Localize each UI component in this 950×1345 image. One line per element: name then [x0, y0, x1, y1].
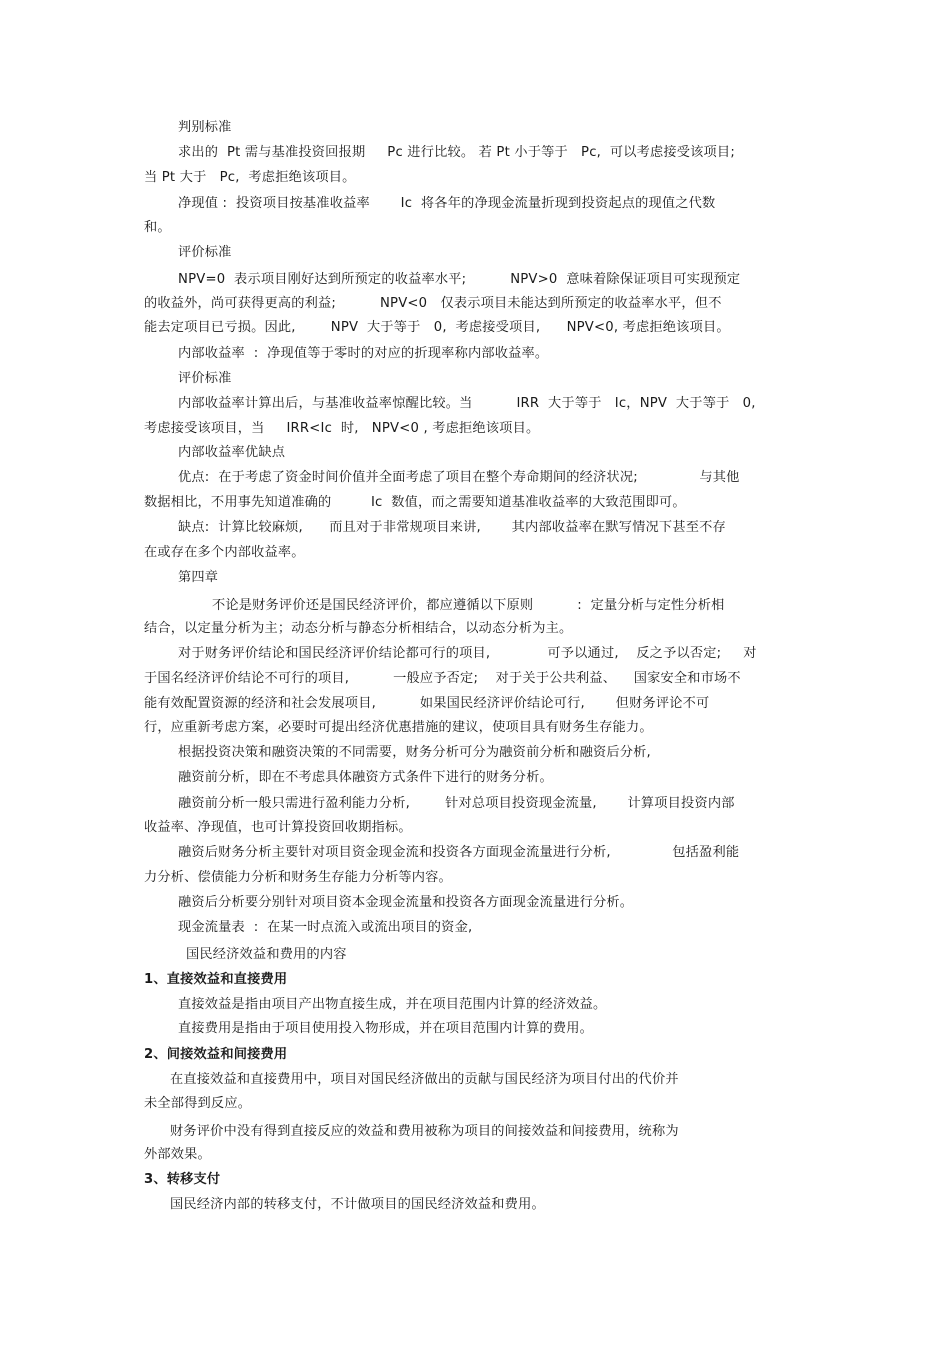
paragraph-line: 融资后财务分析主要针对项目资金现金流和投资各方面现金流量进行分析, 包括盈利能 [178, 845, 740, 860]
paragraph-line: 财务评价中没有得到直接反应的效益和费用被称为项目的间接效益和间接费用，统称为 [170, 1124, 679, 1139]
section-heading: 国民经济效益和费用的内容 [186, 947, 347, 962]
paragraph-line: 在或存在多个内部收益率。 [144, 545, 305, 560]
paragraph-line: 能去定项目已亏损。因此, NPV 大于等于 0, 考虑接受项目, NPV<0, 考虑拒绝该项目。 [144, 320, 730, 335]
paragraph-line: 当 Pt 大于 Pc, 考虑拒绝该项目。 [144, 170, 356, 185]
paragraph-line: 直接费用是指由于项目使用投入物形成，并在项目范围内计算的费用。 [178, 1021, 594, 1036]
paragraph-line: 的收益外，尚可获得更高的利益; NPV<0 仅表示项目未能达到所预定的收益率水平，但不 [144, 296, 722, 311]
paragraph-line: 未全部得到反应。 [144, 1096, 252, 1111]
paragraph-line: 优点: 在于考虑了资金时间价值并全面考虑了项目在整个寿命期间的经济状况; 与其他 [178, 470, 740, 485]
numbered-heading: 3、转移支付 [144, 1172, 221, 1187]
paragraph-line: 根据投资决策和融资决策的不同需要，财务分析可分为融资前分析和融资后分析, [178, 745, 651, 760]
paragraph-line: 内部收益率计算出后，与基准收益率惊醒比较。当 IRR 大于等于 Ic，NPV 大于等于 0, [178, 396, 756, 411]
section-heading: 内部收益率优缺点 [178, 445, 286, 460]
paragraph-line: 缺点: 计算比较麻烦, 而且对于非常规项目来讲, 其内部收益率在默写情况下甚至不存 [178, 520, 726, 535]
paragraph-line: 收益率、净现值，也可计算投资回收期指标。 [144, 820, 412, 835]
paragraph-line: 能有效配置资源的经济和社会发展项目, 如果国民经济评价结论可行, 但财务评论不可 [144, 696, 710, 711]
section-heading: 评价标准 [178, 371, 232, 386]
section-heading: 判别标准 [178, 120, 232, 135]
paragraph-line: 国民经济内部的转移支付，不计做项目的国民经济效益和费用。 [170, 1197, 545, 1212]
paragraph-line: NPV=0 表示项目刚好达到所预定的收益率水平; NPV>0 意味着除保证项目可实现预定 [178, 272, 741, 287]
paragraph-line: 现金流量表 : 在某一时点流入或流出项目的资金, [178, 920, 473, 935]
numbered-heading: 1、直接效益和直接费用 [144, 972, 288, 987]
numbered-heading: 2、间接效益和间接费用 [144, 1047, 288, 1062]
paragraph-line: 对于财务评价结论和国民经济评价结论都可行的项目, 可予以通过, 反之予以否定; 对 [178, 646, 757, 661]
paragraph-line: 和。 [144, 220, 171, 235]
paragraph-line: 考虑接受该项目，当 IRR<Ic 时, NPV<0 , 考虑拒绝该项目。 [144, 421, 540, 436]
paragraph-line: 于国名经济评价结论不可行的项目, 一般应予否定; 对于关于公共利益、 国家安全和市场不 [144, 671, 741, 686]
paragraph-line: 数据相比，不用事先知道准确的 Ic 数值，而之需要知道基准收益率的大致范围即可。 [144, 495, 686, 510]
section-heading: 评价标准 [178, 245, 232, 260]
paragraph-line: 力分析、偿债能力分析和财务生存能力分析等内容。 [144, 870, 452, 885]
paragraph-line: 结合，以定量分析为主；动态分析与静态分析相结合，以动态分析为主。 [144, 621, 573, 636]
paragraph-line: 融资前分析一般只需进行盈利能力分析, 针对总项目投资现金流量, 计算项目投资内部 [178, 796, 735, 811]
paragraph-line: 净现值 : 投资项目按基准收益率 Ic 将各年的净现金流量折现到投资起点的现值之代数 [178, 196, 716, 211]
paragraph-line: 在直接效益和直接费用中，项目对国民经济做出的贡献与国民经济为项目付出的代价并 [170, 1072, 679, 1087]
paragraph-line: 外部效果。 [144, 1147, 211, 1162]
paragraph-line: 直接效益是指由项目产出物直接生成，并在项目范围内计算的经济效益。 [178, 997, 607, 1012]
paragraph-line: 不论是财务评价还是国民经济评价，都应遵循以下原则 : 定量分析与定性分析相 [212, 598, 725, 613]
paragraph-line: 内部收益率 : 净现值等于零时的对应的折现率称内部收益率。 [178, 346, 549, 361]
paragraph-line: 融资前分析，即在不考虑具体融资方式条件下进行的财务分析。 [178, 770, 553, 785]
paragraph-line: 融资后分析要分别针对项目资本金现金流量和投资各方面现金流量进行分析。 [178, 895, 634, 910]
paragraph-line: 求出的 Pt 需与基准投资回报期 Pc 进行比较。 若 Pt 小于等于 Pc, 可以考虑接受该项目; [178, 145, 735, 160]
chapter-heading: 第四章 [178, 570, 219, 585]
paragraph-line: 行，应重新考虑方案，必要时可提出经济优惠措施的建议，使项目具有财务生存能力。 [144, 720, 653, 735]
